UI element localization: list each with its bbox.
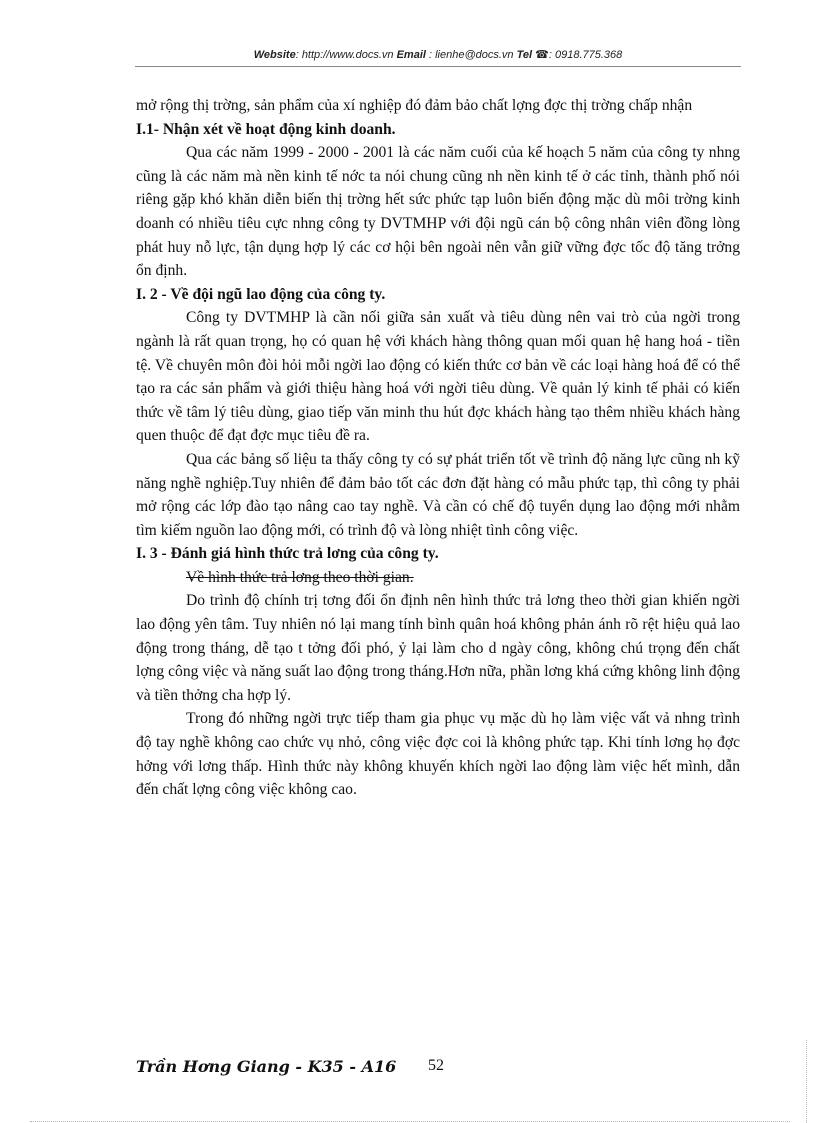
paragraph-4: Qua các bảng số liệu ta thấy công ty có sự phát triển tốt về trình độ năng lực cũng nh kỹ năng nghề nghiệp.Tuy nhiên để đảm bảo tốt các đơn đặt hàng có mẫu phức tạp, thì công ty phải mở rộng các lớp đào tạo nâng cao tay nghề. Và cần có chế độ tuyển dụng lao động mới nhằm tìm kiếm nguồn lao động mới, có trình độ và lòng nhiệt tình công việc. (136, 450, 740, 539)
paragraph-1: mở rộng thị trờng, sản phẩm của xí nghiệp đó đảm bảo chất lợng đợc thị trờng chấp nhận (136, 97, 693, 114)
right-dotted-border (806, 1040, 807, 1123)
heading-1: I.1- Nhận xét về hoạt động kinh doanh. (136, 120, 396, 138)
email-label: Email (396, 49, 426, 61)
email-value: : lienhe@docs.vn (425, 49, 517, 61)
header-divider (135, 66, 741, 67)
website-value: : http://www.docs.vn (295, 49, 397, 61)
footer-author: Trần Hơng Giang - K35 - A16 (136, 1057, 397, 1076)
paragraph-6: Trong đó những ngời trực tiếp tham gia phục vụ mặc dù họ làm việc vất vả nhng trình độ tay nghề không cao chức vụ nhỏ, công việc đợc coi là không phức tạp. Khi tính lơng họ đợc hởng với lơng thấp. Hình thức này không khuyến khích ngời lao động làm việc hết mình, dẫn đến chất lợng công việc không cao. (136, 710, 740, 799)
paragraph-3: Công ty DVTMHP là cần nối giữa sản xuất và tiêu dùng nên vai trò của ngời trong ngành là rất quan trọng, họ có quan hệ với khách hàng thông quan mối quan hệ hang hoá - tiền tệ. Về chuyên môn đòi hỏi mỗi ngời lao động có kiến thức cơ bản về các loại hàng hoá để có thể tạo ra các sản phẩm và giới thiệu hàng hoá với ngời tiêu dùng. Về quản lý kinh tế phải có kiến thức về tâm lý tiêu dùng, giao tiếp văn minh thu hút đợc khách hàng tạo thêm nhiều khách hàng quen thuộc để đạt đợc mục tiêu đề ra. (136, 309, 740, 445)
tel-label: Tel (516, 49, 533, 61)
heading-3: I. 3 - Đánh giá hình thức trả lơng của công ty. (136, 545, 439, 563)
subheading-text: Về hình thức trả lơng theo thời gian. (186, 568, 414, 586)
paragraph-2: Qua các năm 1999 - 2000 - 2001 là các năm cuối của kế hoạch 5 năm của công ty nhng cũng là các năm mà nền kinh tế nớc ta nói chung cũng nh nền kinh tế ở các tỉnh, thành phố nói riêng gặp khó khăn diễn biến thị trờng hết sức phức tạp luôn biến động mặc dù môi trờng kinh doanh có nhiều tiêu cực nhng công ty DVTMHP với đội ngũ cán bộ công nhân viên đồng lòng phát huy nỗ lực, tận dụng hợp lý các cơ hội bên ngoài nên vẫn giữ vững đợc tốc độ tăng trởng ổn định. (136, 144, 740, 280)
bottom-dotted-border (30, 1121, 790, 1122)
tel-value: ☎: 0918.775.368 (532, 49, 623, 61)
page-number: 52 (428, 1057, 444, 1074)
heading-2: I. 2 - Về đội ngũ lao động của công ty. (136, 285, 386, 303)
page-header (135, 48, 741, 61)
paragraph-5: Do trình độ chính trị tơng đối ổn định nên hình thức trả lơng theo thời gian khiến ngời lao động yên tâm. Tuy nhiên nó lại mang tính bình quân hoá không phản ánh rõ rệt hiệu quả lao động trong tháng, dễ tạo t tởng đối phó, ỷ lại làm cho d ngày công, không chú trọng đến chất lợng công việc và năng suất lao động trong tháng.Hơn nữa, phần lơng khá cứng không linh động và tiền thởng cha hợp lý. (136, 592, 740, 704)
document-body (136, 94, 740, 802)
subheading (136, 566, 740, 590)
website-label: Website (253, 49, 296, 61)
